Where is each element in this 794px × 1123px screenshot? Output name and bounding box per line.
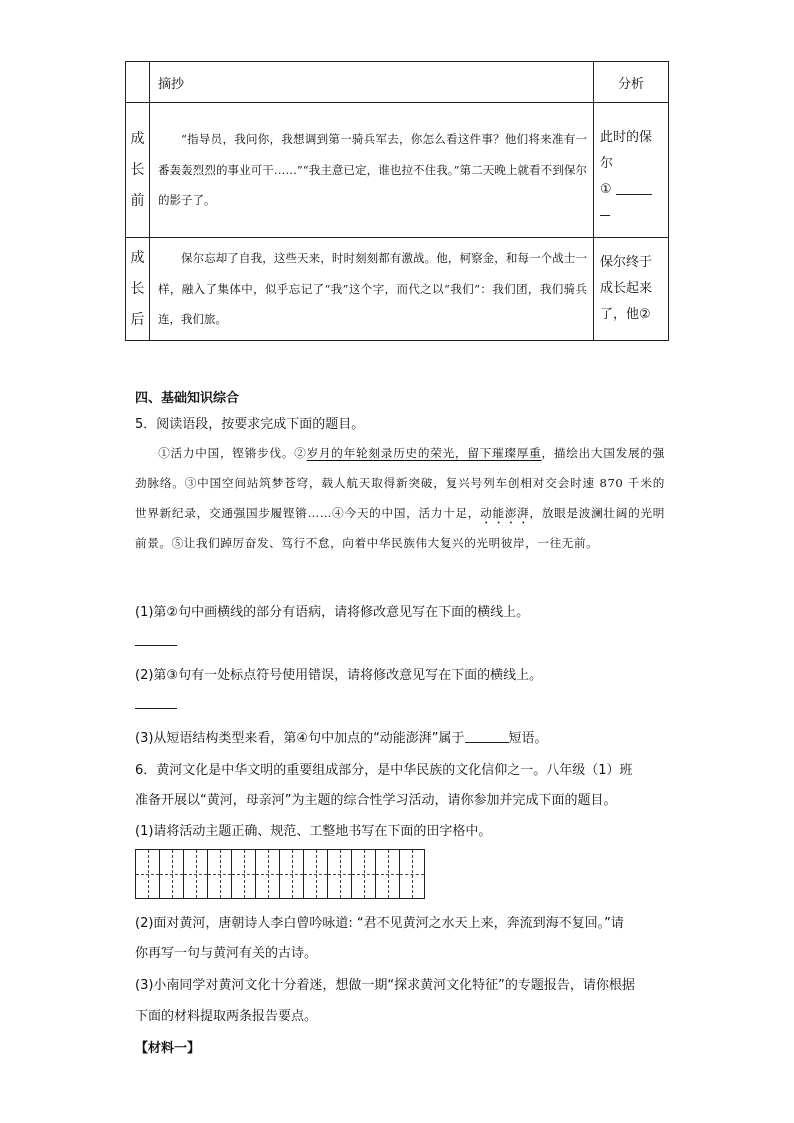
passage-text: ，放眼是波澜壮阔的光明前景。⑤让我们踔厉奋发、笃行不怠，向着中华民族伟大复兴的光明彼岸，一往无前。 xyxy=(135,506,665,550)
question-6-sub-2-line-2: 你再写一句与黄河有关的古诗。 xyxy=(135,946,318,961)
analysis-line: 尔 xyxy=(600,155,614,171)
analysis-line: 保尔终于 xyxy=(600,255,653,270)
table-header-blank xyxy=(126,62,150,103)
section-title: 四、基础知识综合 xyxy=(135,391,240,406)
row-label-char: 前 xyxy=(130,192,145,209)
question-text: 短语。 xyxy=(508,731,548,746)
passage-text: ①活力中国，铿锵步伐。② xyxy=(158,446,307,460)
tianzige-cell[interactable] xyxy=(400,850,424,898)
question-5-passage xyxy=(135,438,665,558)
question-6-sub-2-line-1: (2)面对黄河，唐朝诗人李白曾吟咏道: “君不见黄河之水天上来，奔流到海不复回。”请 xyxy=(135,916,624,931)
question-5-sub-3 xyxy=(135,727,548,746)
analysis-answer-blank-1[interactable]: ① xyxy=(600,177,662,203)
excerpt-after-growth: 保尔忘却了自我，这些天来，时时刻刻都有激战。他，柯察金，和每一个战士一样，融入了集体中，似乎忘记了“我”这个字，而代之以“我们”：我们团，我们骑兵连，我们旅。 xyxy=(150,238,594,341)
material-1-label: 【材料一】 xyxy=(135,1041,201,1056)
question-5-sub-2: (2)第③句有一处标点符号使用错误，请将修改意见写在下面的横线上。 xyxy=(135,668,543,683)
answer-line-5-1[interactable] xyxy=(135,644,177,646)
answer-line-5-2[interactable] xyxy=(135,707,177,709)
tianzige-cell[interactable] xyxy=(328,850,352,898)
row-label-char: 成 xyxy=(130,130,145,147)
table-row xyxy=(126,103,669,238)
row-label-char: 成 xyxy=(130,249,145,266)
excerpt-analysis-table xyxy=(125,61,669,341)
row-label-char: 长 xyxy=(130,280,145,297)
question-6-sub-3-line-1: (3)小南同学对黄河文化十分着迷，想做一期“探求黄河文化特征”的专题报告，请你根据 xyxy=(135,978,635,993)
tianzige-grid[interactable] xyxy=(135,849,425,899)
table-header-analysis: 分析 xyxy=(594,62,669,103)
tianzige-cell[interactable] xyxy=(280,850,304,898)
analysis-line: 成长起来 xyxy=(600,281,653,296)
question-6-stem-line-1: 6．黄河文化是中华文明的重要组成部分，是中华民族的文化信仰之一。八年级（1）班 xyxy=(135,763,633,778)
tianzige-cell[interactable] xyxy=(256,850,280,898)
tianzige-cell[interactable] xyxy=(304,850,328,898)
tianzige-cell[interactable] xyxy=(232,850,256,898)
tianzige-cell[interactable] xyxy=(376,850,400,898)
underlined-phrase: 岁月的年轮刻录历史的荣光，留下璀璨厚重 xyxy=(306,446,542,460)
answer-blank-continuation xyxy=(600,203,610,216)
question-text: (3)从短语结构类型来看，第④句中加点的“动能澎湃”属于 xyxy=(135,731,465,746)
analysis-before-growth[interactable] xyxy=(594,103,669,238)
row-label-before-growth xyxy=(126,103,150,238)
question-6-stem-line-2: 准备开展以“黄河，母亲河”为主题的综合性学习活动，请你参加并完成下面的题目。 xyxy=(135,793,617,808)
question-5-stem: 5．阅读语段，按要求完成下面的题目。 xyxy=(135,417,365,432)
tianzige-cell[interactable] xyxy=(136,850,160,898)
tianzige-cell[interactable] xyxy=(184,850,208,898)
row-label-char: 后 xyxy=(130,311,145,328)
passage-text: ，描绘出大国发展的强劲脉络。③中国空间站筑梦苍穹，载人航天取得新突破，复兴号列车创相对交会时速 870 千米的世界新纪录，交通强国步履铿锵……④今天的中国，活力十足， xyxy=(135,446,665,520)
tianzige-cell[interactable] xyxy=(160,850,184,898)
tianzige-cell[interactable] xyxy=(352,850,376,898)
table-row xyxy=(126,238,669,341)
question-6-sub-1: (1)请将活动主题正确、规范、工整地书写在下面的田字格中。 xyxy=(135,824,492,839)
answer-blank-5-3[interactable] xyxy=(465,730,509,743)
question-6-sub-3-line-2: 下面的材料提取两条报告要点。 xyxy=(135,1009,318,1024)
analysis-line: 了，他② xyxy=(600,307,651,322)
dotted-phrase: 动能澎湃 xyxy=(480,506,530,520)
tianzige-cell[interactable] xyxy=(208,850,232,898)
analysis-after-growth[interactable] xyxy=(594,238,669,341)
analysis-line: 此时的保 xyxy=(600,129,653,145)
table-header-excerpt: 摘抄 xyxy=(150,62,594,103)
row-label-char: 长 xyxy=(130,161,145,178)
row-label-after-growth xyxy=(126,238,150,341)
question-5-sub-1: (1)第②句中画横线的部分有语病，请将修改意见写在下面的横线上。 xyxy=(135,605,530,620)
table-header-row xyxy=(126,62,669,103)
excerpt-before-growth: “指导员，我问你，我想调到第一骑兵军去，你怎么看这件事？他们将来准有一番轰轰烈烈的事业可干……”“我主意已定，谁也拉不住我。”第二天晚上就看不到保尔的影子了。 xyxy=(150,103,594,238)
